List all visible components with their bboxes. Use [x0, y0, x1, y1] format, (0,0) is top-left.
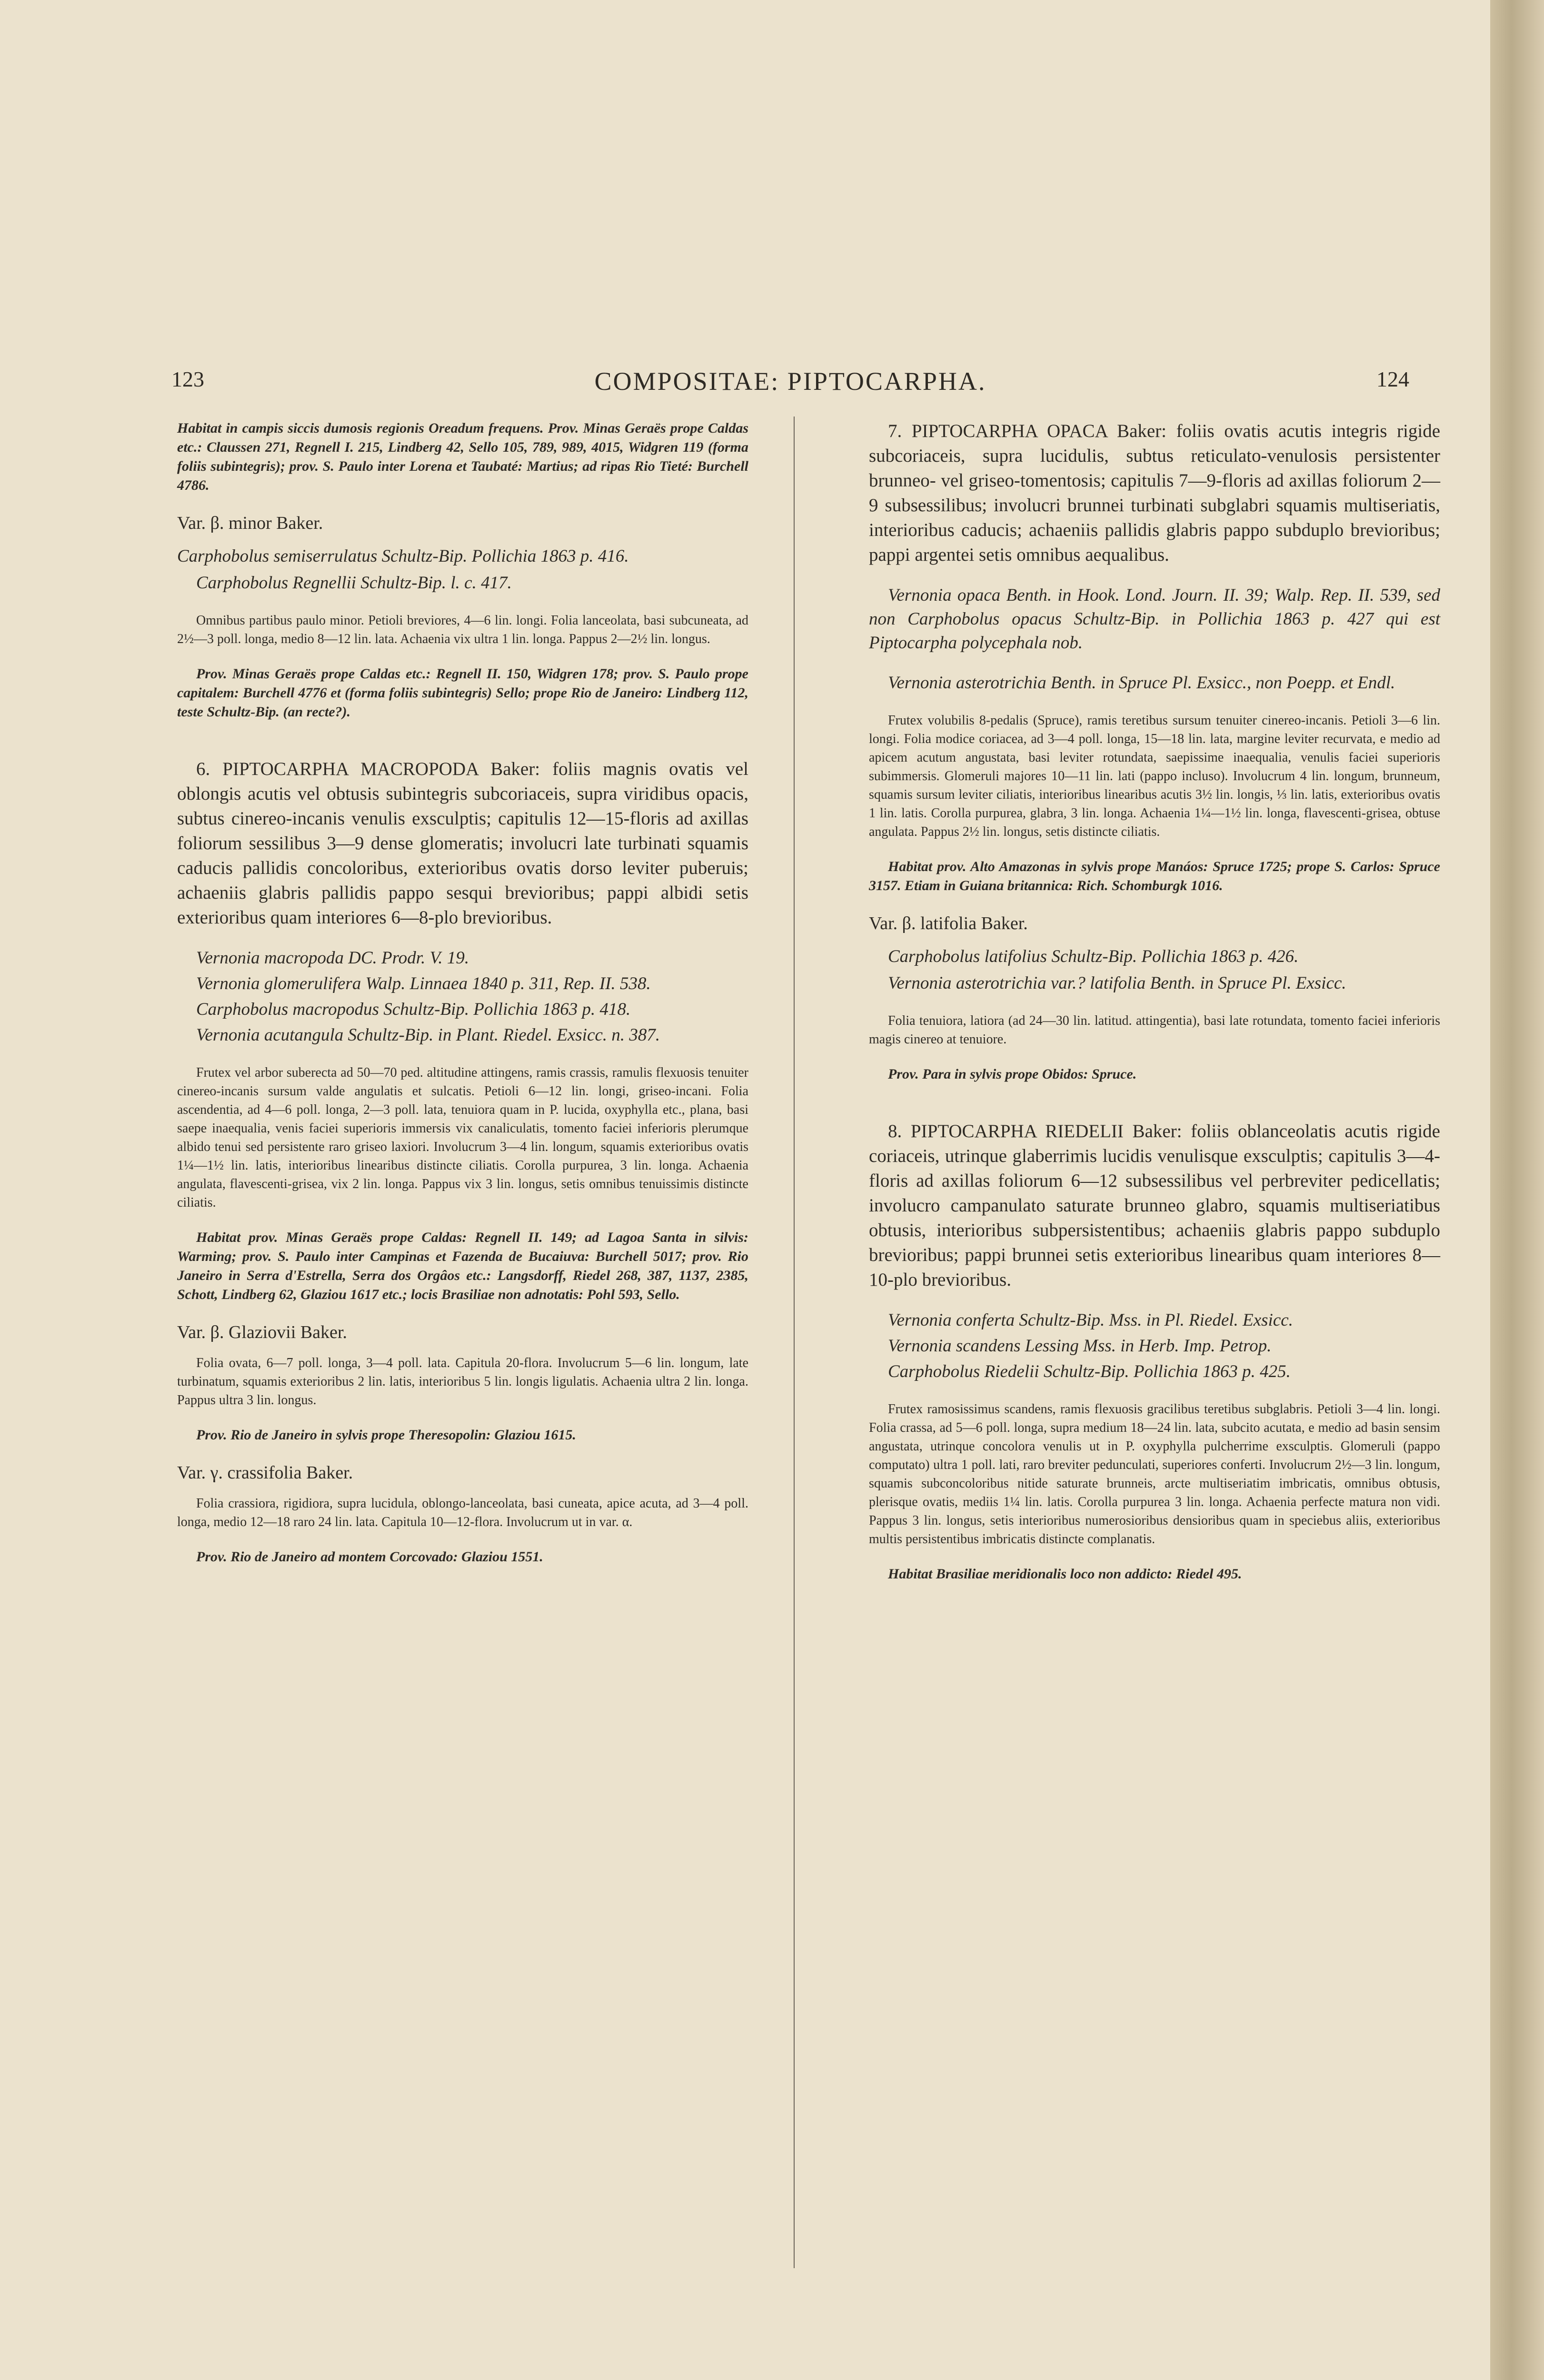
synonym: Vernonia opaca Benth. in Hook. Lond. Journ. II. 39; Walp. Rep. II. 539, sed non Carphobolus opacus Schultz-Bip. in Pollichia 1863 p. 427 qui est Piptocarpha polycephala nob. — [869, 585, 1440, 653]
synonym: Carphobolus Riedelii Schultz-Bip. Pollichia 1863 p. 425. — [888, 1362, 1291, 1381]
page-number-right: 124 — [1376, 367, 1409, 391]
right-column — [869, 419, 1440, 1600]
column-rule — [794, 416, 795, 2268]
running-title: COMPOSITAE: PIPTOCARPHA. — [594, 367, 986, 396]
spacer — [177, 738, 748, 757]
description-text: Frutex ramosissimus scandens, ramis flexuosis gracilibus teretibus subglabris. Petioli 3—4 lin. longi. Folia crassa, ad 5—6 poll. longa, supra medium 18—24 lin. lata, subcito acutata, e medio ad basin sensim angustata, utrinque concolora venulis ut in P. oxyphylla pulcherrime exsculptis. Glomeruli (pappo computato) ultra 1 poll. lati, raro breviter pedunculati, superiores conferti. Involucrum 2½—3 lin. longum, squamis subconcoloribus nitide saturate brunneis, arcte multiseriatim imbricatis, omnibus obtusis, plerisque ovatis, mediis 1¼ lin. latis. Corolla purpurea 3 lin. longa. Achaenia perfecte matura non vidi. Pappus 3 lin. longus, setis interioribus numerosioribus densioribus quam in speciebus aliis, exterioribus multis persistentibus imbricatis distincte complanatis. — [869, 1402, 1440, 1547]
variety-heading: Var. γ. crassifolia Baker. — [177, 1463, 353, 1483]
synonym: Carphobolus latifolius Schultz-Bip. Pollichia 1863 p. 426. — [888, 947, 1299, 966]
species-8-diagnosis: 8. PIPTOCARPHA RIEDELII Baker: foliis oblanceolatis acutis rigide coriaceis, utrinque glaberrimis lucidis venulisque exsculptis; capitulis 3—4-floris ad axillas foliorum 6—12 subsessilibus vel perbreviter pedicellatis; involucro campanulato saturate brunneo glabro, squamis multiseriatibus obtusis, interioribus subpersistentibus; achaeniis glabris pappo subduplo brevioribus; pappi brunnei setis exterioribus linearibus quam interiores 8—10-plo brevioribus. — [869, 1121, 1440, 1290]
habitat-text: Habitat prov. Minas Geraës prope Caldas: Regnell II. 149; ad Lagoa Santa in silvis: Warming; prov. S. Paulo inter Campinas et Fazenda de Bucaiuva: Burchell 5017; prov. Rio Janeiro in Serra d'Estrella, Serra dos Orgâos etc.: Langsdorff, Riedel 268, 387, 1137, 2385, Schott, Lindberg 62, Glaziou 1617 etc.; locis Brasiliae non adnotatis: Pohl 593, Sello. — [177, 1230, 748, 1302]
description-text: Frutex vel arbor suberecta ad 50—70 ped. altitudine attingens, ramis crassis, ramulis flexuosis tenuiter cinereo-incanis sursum valde angulatis et sulcatis. Petioli 6—12 lin. longi, griseo-incani. Folia ascendentia, ad 4—6 poll. longa, 2—3 poll. lata, tenuiora quam in P. lucida, oxyphylla etc., plana, basi saepe inaequalia, venis faciei superioris immersis vix canaliculatis, tomento faciei inferioris plerumque albido tenui sed persistente raro griseo laxiori. Involucrum 3—4 lin. longum, squamis exterioribus ovatis 1¼—1½ lin. latis, interioribus linearibus distincte ciliatis. Corolla purpurea, 3 lin. longa. Achaenia angulata, flavescenti-grisea, vix 2 lin. longa. Pappus vix 3 lin. longus, setis omnibus tenuissimis distincte ciliatis. — [177, 1065, 748, 1210]
synonym: Carphobolus macropodus Schultz-Bip. Pollichia 1863 p. 418. — [196, 1000, 631, 1019]
province-text: Prov. Rio de Janeiro ad montem Corcovado: Glaziou 1551. — [196, 1549, 543, 1565]
description-text: Frutex volubilis 8-pedalis (Spruce), ramis teretibus sursum tenuiter cinereo-incanis. Petioli 3—6 lin. longi. Folia modice coriacea, ad 3—4 poll. longa, 15—18 lin. lata, margine leviter recurvata, e medio ad apicem acutum angustata, basi leviter rotundata, saepissime inaequalia, venulis faciei superioris subimmersis. Glomeruli majores 10—11 lin. lati (pappo incluso). Involucrum 4 lin. longum, brunneum, squamis sursum leviter ciliatis, interioribus linearibus acutis 3½ lin. longis, ⅓ lin. latis, exterioribus ovatis 1 lin. latis. Corolla purpurea, glabra, 3 lin. longa. Achaenia 1¼—1½ lin. longa, flavescenti-grisea, obtuse angulata. Pappus 2½ lin. longus, setis distincte ciliatis. — [869, 713, 1440, 839]
variety-heading: Var. β. latifolia Baker. — [869, 913, 1028, 933]
description-text: Folia ovata, 6—7 poll. longa, 3—4 poll. lata. Capitula 20-flora. Involucrum 5—6 lin. longum, late turbinatum, squamis exterioribus 2 lin. latis, interioribus 5 lin. longis ligulatis. Achaenia ultra 2 lin. longa. Pappus ultra 3 lin. longus. — [177, 1356, 748, 1408]
synonym: Vernonia scandens Lessing Mss. in Herb. Imp. Petrop. — [888, 1336, 1272, 1356]
left-column — [177, 419, 748, 1583]
page-number-left: 123 — [171, 367, 204, 391]
habitat-text: Habitat in campis siccis dumosis regionis Oreadum frequens. Prov. Minas Geraës prope Caldas etc.: Claussen 271, Regnell I. 215, Lindberg 42, Sello 105, 789, 989, 4015, Widgren 119 (forma foliis subintegris); prov. S. Paulo inter Lorena et Taubaté: Martius; ad ripas Rio Tieté: Burchell 4786. — [177, 420, 748, 493]
province-text: Prov. Rio de Janeiro in sylvis prope Theresopolin: Glaziou 1615. — [196, 1427, 577, 1443]
synonym: Vernonia asterotrichia var.? latifolia Benth. in Spruce Pl. Exsicc. — [888, 973, 1346, 993]
species-6-diagnosis: 6. PIPTOCARPHA MACROPODA Baker: foliis magnis ovatis vel oblongis acutis vel obtusis subintegris subcoriaceis, supra viridibus opacis, subtus cinereo-incanis venulis exsculptis; capitulis 12—15-floris ad axillas foliorum sessilibus 3—9 dense glomeratis; involucri late turbinati squamis caducis pallidis concoloribus, exterioribus ovatis dorso leviter puberuis; achaeniis glabris pallidis pappo sesqui brevioribus; pappi albidi setis exterioribus quam interiores 6—8-plo brevioribus. — [177, 759, 748, 928]
description-text: Folia tenuiora, latiora (ad 24—30 lin. latitud. attingentia), basi late rotundata, tomento faciei inferioris magis cinereo at tenuiore. — [869, 1013, 1440, 1047]
synonym: Vernonia asterotrichia Benth. in Spruce Pl. Exsicc., non Poepp. et Endl. — [888, 673, 1395, 693]
variety-heading: Var. β. Glaziovii Baker. — [177, 1322, 348, 1342]
habitat-text: Habitat prov. Alto Amazonas in sylvis prope Manáos: Spruce 1725; prope S. Carlos: Spruce 3157. Etiam in Guiana britannica: Rich. Schomburgk 1016. — [869, 859, 1440, 893]
synonym: Vernonia macropoda DC. Prodr. V. 19. — [196, 948, 469, 968]
description-text: Folia crassiora, rigidiora, supra lucidula, oblongo-lanceolata, basi cuneata, apice acuta, ad 3—4 poll. longa, medio 12—18 raro 24 lin. lata. Capitula 10—12-flora. Involucrum ut in var. α. — [177, 1496, 748, 1529]
species-7-diagnosis: 7. PIPTOCARPHA OPACA Baker: foliis ovatis acutis integris rigide subcoriaceis, supra lucidulis, subtus reticulato-venulosis persistenter brunneo- vel griseo-tomentosis; capitulis 7—9-floris ad axillas foliorum 2—9 subsessilibus; involucri brunnei turbinati subglabri squamis multiseriatis, interioribus caducis; achaeniis pallidis glabris pappo subduplo brevioribus; pappi argentei setis omnibus aequalibus. — [869, 421, 1440, 565]
province-text: Prov. Para in sylvis prope Obidos: Spruce. — [888, 1066, 1137, 1082]
synonym: Carphobolus Regnellii Schultz-Bip. l. c. 417. — [196, 573, 512, 593]
synonym: Vernonia acutangula Schultz-Bip. in Plant. Riedel. Exsicc. n. 387. — [196, 1025, 660, 1045]
synonym: Vernonia glomerulifera Walp. Linnaea 1840 p. 311, Rep. II. 538. — [196, 974, 651, 993]
spacer — [869, 1100, 1440, 1119]
description-text: Omnibus partibus paulo minor. Petioli breviores, 4—6 lin. longi. Folia lanceolata, basi subcuneata, ad 2½—3 poll. longa, medio 8—12 lin. lata. Achaenia vix ultra 1 lin. longa. Pappus 2—2½ lin. longus. — [177, 613, 748, 646]
page-header — [171, 367, 1409, 409]
province-text: Prov. Minas Geraës prope Caldas etc.: Regnell II. 150, Widgren 178; prov. S. Paulo prope capitalem: Burchell 4776 et (forma foliis subintegris) Sello; prope Rio de Janeiro: Lindberg 112, teste Schultz-Bip. (an recte?). — [177, 666, 748, 720]
synonym: Vernonia conferta Schultz-Bip. Mss. in Pl. Riedel. Exsicc. — [888, 1310, 1293, 1330]
variety-heading: Var. β. minor Baker. — [177, 513, 323, 533]
synonym: Carphobolus semiserrulatus Schultz-Bip. Pollichia 1863 p. 416. — [177, 546, 629, 566]
habitat-text: Habitat Brasiliae meridionalis loco non addicto: Riedel 495. — [888, 1566, 1242, 1582]
page-edge — [1490, 0, 1544, 2380]
